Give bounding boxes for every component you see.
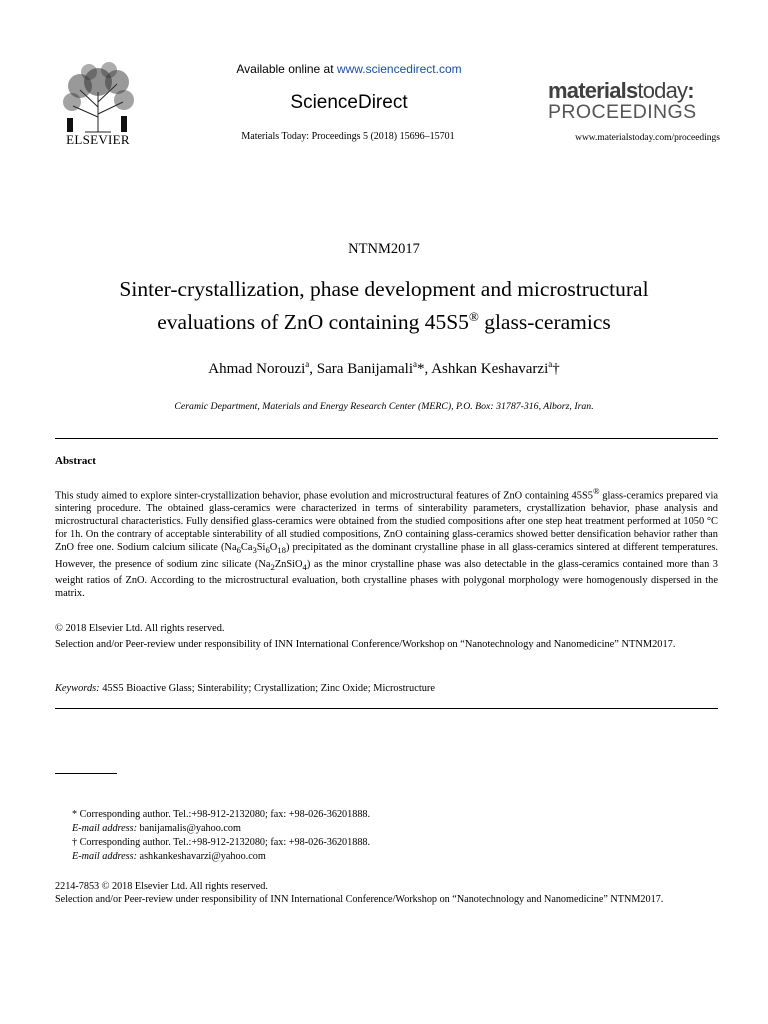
sciencedirect-link[interactable]: www.sciencedirect.com [336, 62, 462, 76]
email-label: E-mail address: [72, 851, 137, 862]
formula-subscript: 6 [236, 545, 241, 556]
brand-bold: materials [548, 78, 638, 103]
title-line-2b: glass-ceramics [478, 310, 611, 335]
brand-light: today [637, 78, 688, 103]
footer-selection-note: Selection and/or Peer-review under responsibility of INN International Conference/Workshop on “Nanotechnology and Nanomedicine” NTNM2017. [55, 894, 664, 905]
corresponding-mark: † [552, 361, 560, 377]
author-name: Ashkan Keshavarzi [431, 361, 549, 377]
abstract-text: ) as the minor crystalline phase was also detectable in the glass-ceramics contained more than 3 weight ratios of ZnO. According to the microstructural evaluation, both crystalline phases with polygonal morphology were homogenously dispersed in the matrix. [55, 558, 718, 599]
conference-name: NTNM2017 [348, 241, 420, 257]
paper-title [60, 275, 708, 336]
footnote-corresponding-2: † Corresponding author. Tel.:+98-912-2132080; fax: +98-026-36201888. [72, 837, 371, 848]
affiliation: Ceramic Department, Materials and Energy Research Center (MERC), P.O. Box: 31787-316, Alborz, Iran. [174, 401, 594, 412]
formula-subscript: 4 [302, 561, 307, 572]
email-address: ashkankeshavarzi@yahoo.com [137, 851, 266, 862]
footnote-email-2 [72, 850, 266, 863]
author-affil-mark: a [548, 359, 553, 369]
keywords-label: Keywords: [55, 683, 100, 694]
divider-bottom [55, 708, 718, 709]
footnote-corresponding-1: * Corresponding author. Tel.:+98-912-2132080; fax: +98-026-36201888. [72, 809, 371, 820]
formula-subscript: 6 [265, 545, 270, 556]
abstract-text: glass-ceramics prepared via sintering procedure. The obtained glass-ceramics were characterized in terms of sinterability parameters, crystallization behavior, phase analysis and microstructural characteristics. Fully densified glass-ceramics were obtained from the studied compositions after one step heat treatment performed at 1050 °C for 1h. On the contrary of acceptable sinterability of all studied compositions, ZnO containing glass-ceramics showed better densification behavior rather than ZnO free one. Sodium calcium silicate (Na [55, 490, 718, 554]
abstract-body [55, 485, 718, 600]
sciencedirect-title: ScienceDirect [290, 92, 408, 113]
keywords-list: 45S5 Bioactive Glass; Sinterability; Crystallization; Zinc Oxide; Microstructure [99, 683, 435, 694]
materials-today-url[interactable]: www.materialstoday.com/proceedings [575, 133, 720, 143]
formula-element: ZnSiO [274, 558, 303, 570]
divider-top [55, 438, 718, 439]
author-affil-mark: a [413, 359, 418, 369]
journal-reference: Materials Today: Proceedings 5 (2018) 15696–15701 [241, 131, 455, 142]
available-online-text: Available online at [236, 62, 337, 76]
proceedings-wordmark: PROCEEDINGS [548, 101, 697, 123]
footnote-rule [55, 773, 117, 774]
issn-block [55, 880, 718, 906]
materials-today-logo [548, 80, 718, 122]
keywords [55, 682, 718, 695]
formula-element: O [269, 542, 278, 554]
registered-mark: ® [592, 486, 600, 496]
registered-mark: ® [468, 309, 479, 324]
author-separator: , [424, 361, 432, 377]
author-name: Sara Banijamali [316, 361, 414, 377]
abstract-text: This study aimed to explore sinter-crystallization behavior, phase evolution and microstructural features of ZnO containing 45S5 [55, 490, 593, 502]
formula-subscript: 3 [252, 545, 257, 556]
author-affil-mark: a [305, 359, 310, 369]
author-list [0, 359, 768, 378]
abstract-text: ) precipitated as the dominant crystalline phase in all glass-ceramics sintered at different temperatures. However, the presence of sodium zinc silicate (Na [55, 542, 718, 570]
footnote-email-1 [72, 822, 241, 835]
elsevier-wordmark: ELSEVIER [66, 132, 130, 147]
abstract-copyright: © 2018 Elsevier Ltd. All rights reserved. [55, 623, 225, 634]
email-label: E-mail address: [72, 823, 137, 834]
abstract-selection-note: Selection and/or Peer-review under responsibility of INN International Conference/Workshop on “Nanotechnology and Nanomedicine” NTNM2017. [55, 639, 676, 650]
issn-line: 2214-7853 © 2018 Elsevier Ltd. All rights reserved. [55, 881, 268, 892]
brand-colon: : [687, 78, 694, 103]
author-name: Ahmad Norouzi [208, 361, 306, 377]
formula-element: Si [256, 542, 266, 554]
available-online-line [220, 62, 478, 76]
author-separator: , [309, 361, 317, 377]
title-line-1: Sinter-crystallization, phase development and microstructural [119, 277, 649, 301]
corresponding-mark: * [417, 361, 425, 377]
formula-subscript: 2 [270, 561, 275, 572]
title-line-2a: evaluations of ZnO containing 45S5 [157, 310, 469, 335]
formula-subscript: 18 [277, 545, 286, 556]
abstract-heading: Abstract [55, 455, 96, 467]
formula-element: Ca [240, 542, 253, 554]
materials-today-wordmark [548, 80, 718, 102]
email-address: banijamalis@yahoo.com [137, 823, 241, 834]
